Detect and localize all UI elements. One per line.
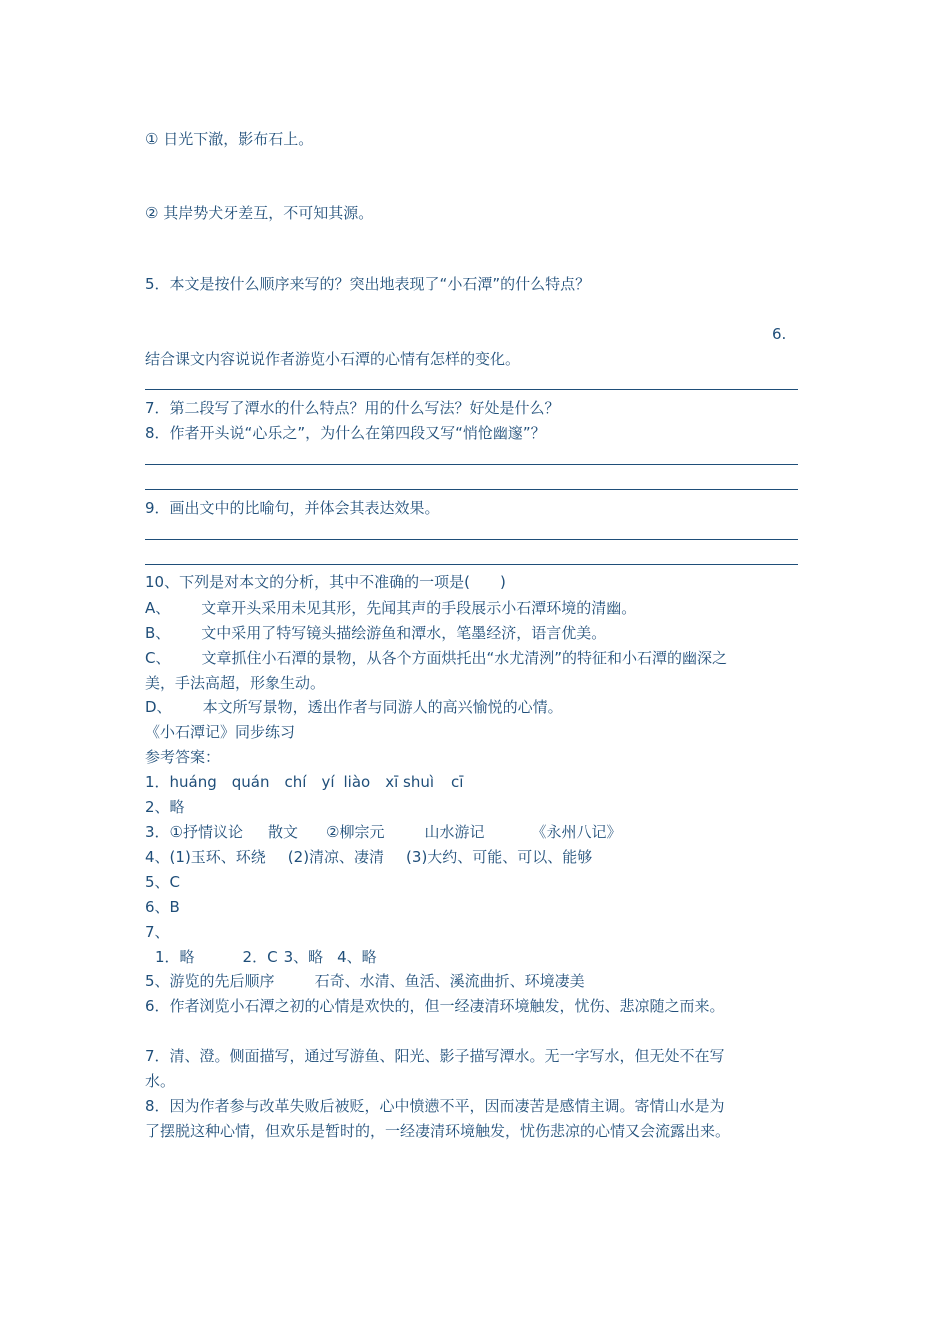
pinyin: huáng <box>169 773 217 791</box>
answer-b8-line1: 8．因为作者参与改革失败后被贬，心中愤懑不平，因而凄苦是感情主调。寄情山水是为 <box>145 1097 725 1115</box>
question-7: 7．第二段写了潭水的什么特点？用的什么写法？好处是什么？ <box>145 399 560 417</box>
pinyin: quán <box>231 773 270 791</box>
question-10-stem: 10、下列是对本文的分析，其中不准确的一项是( ) <box>145 573 506 591</box>
question-9: 9．画出文中的比喻句，并体会其表达效果。 <box>145 499 440 517</box>
option-c-label: C、 <box>145 649 171 667</box>
option-c-continued: 美，手法高超，形象生动。 <box>145 674 326 692</box>
answer-1 <box>145 770 463 795</box>
answer-line <box>145 564 798 565</box>
answer-3 <box>145 820 622 845</box>
option-c-text: 文章抓住小石潭的景物，从各个方面烘托出“水尤清洌”的特征和小石潭的幽深之 <box>201 649 728 667</box>
answer-part: (3)大约、可能、可以、能够 <box>406 848 593 866</box>
answer-2: 2、略 <box>145 798 185 816</box>
answer-number: 3． <box>145 823 170 841</box>
answers-heading: 参考答案： <box>145 748 221 766</box>
answer-part: 山水游记 <box>424 823 485 841</box>
question-5: 5．本文是按什么顺序来写的？突出地表现了“小石潭”的什么特点？ <box>145 275 591 293</box>
answer-5: 5、C <box>145 873 181 891</box>
option-b-text: 文中采用了特写镜头描绘游鱼和潭水，笔墨经济，语言优美。 <box>201 624 607 642</box>
answer-line <box>145 539 798 540</box>
answer-line <box>145 489 798 490</box>
option-b <box>145 621 606 646</box>
answer-part: 1．略 <box>155 948 195 966</box>
option-a-text: 文章开头采用未见其形，先闻其声的手段展示小石潭环境的清幽。 <box>201 599 637 617</box>
answer-part: 4、略 <box>337 948 377 966</box>
answer-b7-line2: 水。 <box>145 1072 176 1090</box>
answer-b8-line2: 了摆脱这种心情，但欢乐是暂时的，一经凄清环境触发，忧伤悲凉的心情又会流露出来。 <box>145 1122 731 1140</box>
answer-number: 4、 <box>145 848 170 866</box>
option-a-label: A、 <box>145 599 171 617</box>
pinyin: liào <box>343 773 371 791</box>
answer-number: 5、 <box>145 972 170 990</box>
answer-part: 散文 <box>268 823 299 841</box>
answer-line <box>145 389 798 390</box>
answer-part: 《永州八记》 <box>531 823 622 841</box>
sub-answers <box>155 945 377 970</box>
answer-part: 3、略 <box>283 948 324 966</box>
pinyin: chí <box>284 773 307 791</box>
answer-4 <box>145 845 592 870</box>
pinyin: yí <box>321 773 335 791</box>
question-6-number: 6. <box>772 325 787 343</box>
answer-part: ①抒情议论 <box>169 823 243 841</box>
option-d <box>145 695 563 720</box>
question-8: 8．作者开头说“心乐之”，为什么在第四段又写“悄怆幽邃”？ <box>145 424 546 442</box>
answer-part: 游览的先后顺序 <box>169 972 275 990</box>
question-6-text: 结合课文内容说说作者游览小石潭的心情有怎样的变化。 <box>145 350 521 368</box>
answer-line <box>145 464 798 465</box>
option-b-label: B、 <box>145 624 171 642</box>
option-a <box>145 596 636 621</box>
answers-title: 《小石潭记》同步练习 <box>145 723 296 741</box>
answer-part: (1)玉环、环绕 <box>169 848 266 866</box>
option-c <box>145 646 727 671</box>
q4-item-2: ② 其岸势犬牙差互，不可知其源。 <box>145 204 374 222</box>
q4-item-1: ① 日光下澈，影布石上。 <box>145 130 314 148</box>
answer-b6: 6．作者浏览小石潭之初的心情是欢快的，但一经凄清环境触发，忧伤、悲凉随之而来。 <box>145 997 725 1015</box>
answer-b7-line1: 7．清、澄。侧面描写，通过写游鱼、阳光、影子描写潭水。无一字写水，但无处不在写 <box>145 1047 725 1065</box>
answer-part: ②柳宗元 <box>326 823 385 841</box>
answer-part: 2．C <box>242 948 278 966</box>
answer-number: 1． <box>145 773 170 791</box>
answer-part: (2)清凉、凄清 <box>287 848 385 866</box>
pinyin: cī <box>451 773 464 791</box>
answer-6: 6、B <box>145 898 180 916</box>
answer-b5 <box>145 969 585 994</box>
pinyin: xī shuì <box>385 773 435 791</box>
answer-7: 7、 <box>145 923 170 941</box>
option-d-text: 本文所写景物，透出作者与同游人的高兴愉悦的心情。 <box>202 698 563 716</box>
answer-part: 石奇、水清、鱼活、溪流曲折、环境凄美 <box>314 972 585 990</box>
option-d-label: D、 <box>145 698 172 716</box>
